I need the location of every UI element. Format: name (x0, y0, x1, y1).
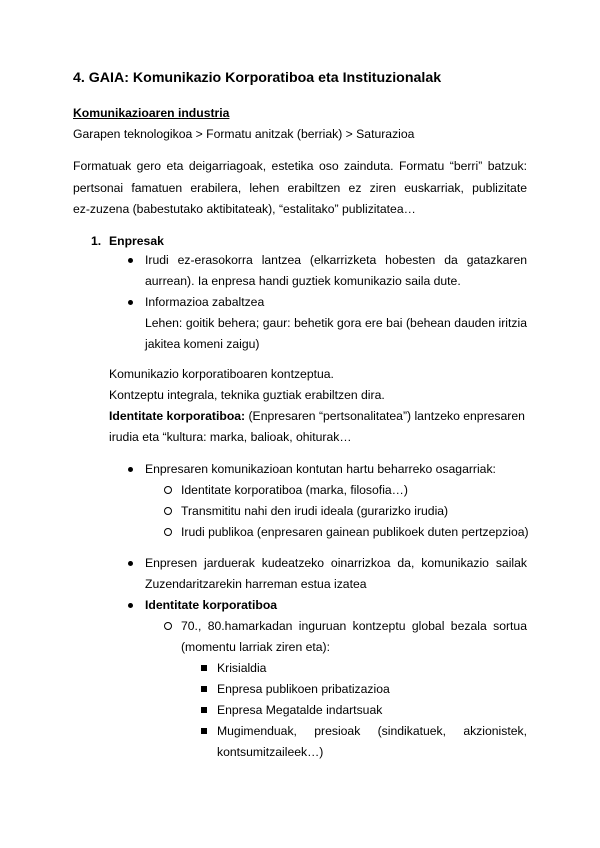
bullet-dot-icon (128, 467, 133, 472)
identitate-item-3: Enpresa Megatalde indartsuak (217, 703, 383, 717)
identitate-item-1: Krisialdia (217, 661, 267, 675)
intro-line-3: ez-zuzena (babestutako aktibitateak), “estalitako” publizitatea… (73, 202, 416, 216)
bullet-circle-icon (164, 486, 172, 494)
bullet-circle-icon (164, 507, 172, 515)
korporatibo-line-2: Kontzeptu integrala, teknika guztiak erabiltzen dira. (109, 388, 385, 402)
identitate-definition (109, 408, 525, 424)
enpresak-bullet-2-line-2: Lehen: goitik behera; gaur: behetik gora ere bai (behean dauden iritzia (145, 316, 527, 330)
enpresak-bullet-2-line-1: Informazioa zabaltzea (145, 295, 265, 309)
korporatibo-line-1: Komunikazio korporatiboaren kontzeptua. (109, 367, 334, 381)
enpresak-bullet-1-line-2: aurrean). Ia enpresa handi guztiek komunikazio saila dute. (145, 274, 461, 288)
oinarrizkoa-line-2: Zuzendaritzarekin harreman estua izatea (145, 577, 367, 591)
identitate-item-2: Enpresa publikoen pribatizazioa (217, 682, 390, 696)
oinarrizkoa-line-1: Enpresen jarduerak kudeatzeko oinarrizkoa da, komunikazio sailak (145, 556, 527, 570)
identitate-sub-line-2: (momentu larriak ziren eta): (181, 640, 331, 654)
identitate-label: Identitate korporatiboa: (109, 409, 246, 423)
identitate-item-4-line-2: kontsumitzaileek…) (217, 745, 324, 759)
bullet-square-icon (201, 728, 207, 734)
identitate-text: (Enpresaren “pertsonalitatea”) lantzeko enpresaren (248, 409, 525, 423)
osagarriak-item-1: Identitate korporatiboa (marka, filosofia…) (181, 483, 408, 497)
bullet-circle-icon (164, 622, 172, 630)
page-title: 4. GAIA: Komunikazio Korporatiboa eta Instituzionalak (73, 70, 442, 86)
enpresak-bullet-2-line-3: jakitea komeni zaigu) (145, 337, 260, 351)
bullet-square-icon (201, 707, 207, 713)
bullet-dot-icon (128, 603, 133, 608)
bullet-dot-icon (128, 258, 133, 263)
bullet-circle-icon (164, 528, 172, 536)
identitate-continuation: irudia eta “kultura: marka, balioak, ohiturak… (109, 430, 352, 444)
identitate-sub-line-1: 70., 80.hamarkadan inguruan kontzeptu global bezala sortua (181, 619, 527, 633)
osagarriak-item-2: Transmititu nahi den irudi ideala (gurarizko irudia) (181, 504, 449, 518)
enpresak-bullet-1-line-1: Irudi ez-erasokorra lantzea (elkarrizketa hobesten da gatazkaren (145, 253, 527, 267)
intro-line-1: Formatuak gero eta deigarriagoak, estetika oso zainduta. Formatu “berri” batzuk: (73, 159, 527, 173)
bullet-square-icon (201, 665, 207, 671)
bullet-square-icon (201, 686, 207, 692)
intro-line-2: pertsonai famatuen erabilera, lehen erabiltzen ez ziren euskarriak, publizitate (73, 181, 527, 195)
osagarriak-intro: Enpresaren komunikazioan kontutan hartu beharreko osagarriak: (145, 462, 496, 476)
bullet-dot-icon (128, 561, 133, 566)
list-number: 1. (91, 234, 102, 248)
bullet-dot-icon (128, 300, 133, 305)
section-heading: Komunikazioaren industria (73, 106, 230, 120)
identitate-section-heading: Identitate korporatiboa (145, 598, 278, 612)
breadcrumb: Garapen teknologikoa > Formatu anitzak (berriak) > Saturazioa (73, 127, 415, 141)
osagarriak-item-3: Irudi publikoa (enpresaren gainean publikoek duten pertzepzioa) (181, 525, 529, 539)
enpresak-heading: Enpresak (109, 234, 164, 248)
identitate-item-4-line-1: Mugimenduak, presioak (sindikatuek, akzionistek, (217, 724, 527, 738)
